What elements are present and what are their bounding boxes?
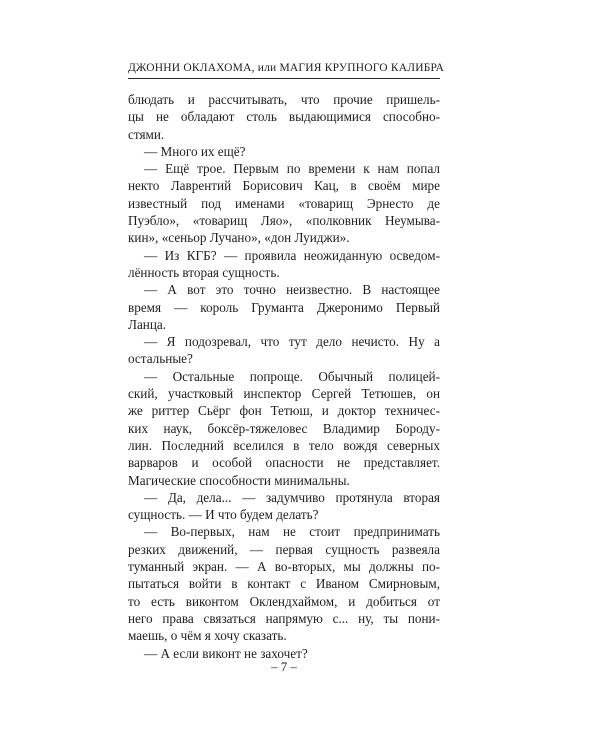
text-line: ких наук, боксёр-тяжеловес Владимир Бороду-	[128, 420, 440, 436]
text-line: — А если виконт не захочет?	[144, 645, 308, 661]
text-line: стями.	[128, 126, 165, 142]
text-line: Магические способности минимальны.	[128, 472, 350, 488]
text-line: известный под именами «товарищ Эрнесто де	[128, 195, 440, 211]
text-line: остальные?	[128, 351, 193, 367]
text-line: — Из КГБ? — проявила неожиданную осведом-	[144, 247, 440, 263]
text-line: — Ещё трое. Первым по времени к нам попал	[144, 161, 440, 177]
text-line: лин. Последний вселился в тело вождя северных	[128, 437, 440, 453]
text-line: лённость вторая сущность.	[128, 264, 280, 280]
text-line: время — король Груманта Джеронимо Первый	[128, 299, 440, 315]
text-line: блюдать и рассчитывать, что прочие пришель-	[128, 92, 440, 107]
text-line: — Во-первых, нам не стоит предпринимать	[144, 524, 440, 540]
text-line: ский, участковый инспектор Сергей Тетюшев, он	[128, 386, 440, 402]
text-line: некто Лаврентий Борисович Кац, в своём мире	[128, 178, 440, 194]
text-line: сущность. — И что будем делать?	[128, 507, 319, 523]
text-line: резких движений, — первая сущность развеяла	[128, 541, 440, 557]
text-line: Ланца.	[128, 316, 167, 332]
text-line: варваров и особой опасности не представляет.	[128, 455, 440, 471]
page-number: – 7 –	[271, 659, 297, 674]
text-line: туманный экран. — А во-вторых, мы должны по-	[128, 559, 440, 575]
text-line: — Да, дела... — задумчиво протянула вторая	[144, 489, 440, 505]
text-line: кин», «сеньор Лучано», «дон Луиджи».	[128, 230, 350, 246]
text-line: пытаться войти в контакт с Иваном Смирновым,	[128, 576, 440, 592]
text-line: то есть виконтом Оклендхаймом, и добиться от	[128, 593, 440, 609]
text-line: — Остальные попроще. Обычный полицей-	[144, 368, 440, 384]
text-line: Пуэбло», «товарищ Ляо», «полковник Неумыва-	[128, 213, 440, 229]
text-line: маешь, о чём я хочу сказать.	[128, 628, 287, 644]
text-line: — Много их ещё?	[144, 143, 246, 159]
text-line: него права связаться напрямую с... ну, ты пони-	[128, 610, 440, 626]
text-line: — Я подозревал, что тут дело нечисто. Ну а	[144, 334, 440, 350]
running-title: ДЖОННИ ОКЛАХОМА, или МАГИЯ КРУПНОГО КАЛИБРА	[128, 62, 445, 74]
header-rule	[128, 78, 440, 79]
text-line: — А вот это точно неизвестно. В настоящее	[144, 282, 440, 298]
text-line: цы не обладают столь выдающимися способно-	[128, 109, 440, 125]
text-line: же риттер Сьёрг фон Тетюш, и доктор техничес-	[128, 403, 440, 419]
body-text	[128, 91, 440, 662]
